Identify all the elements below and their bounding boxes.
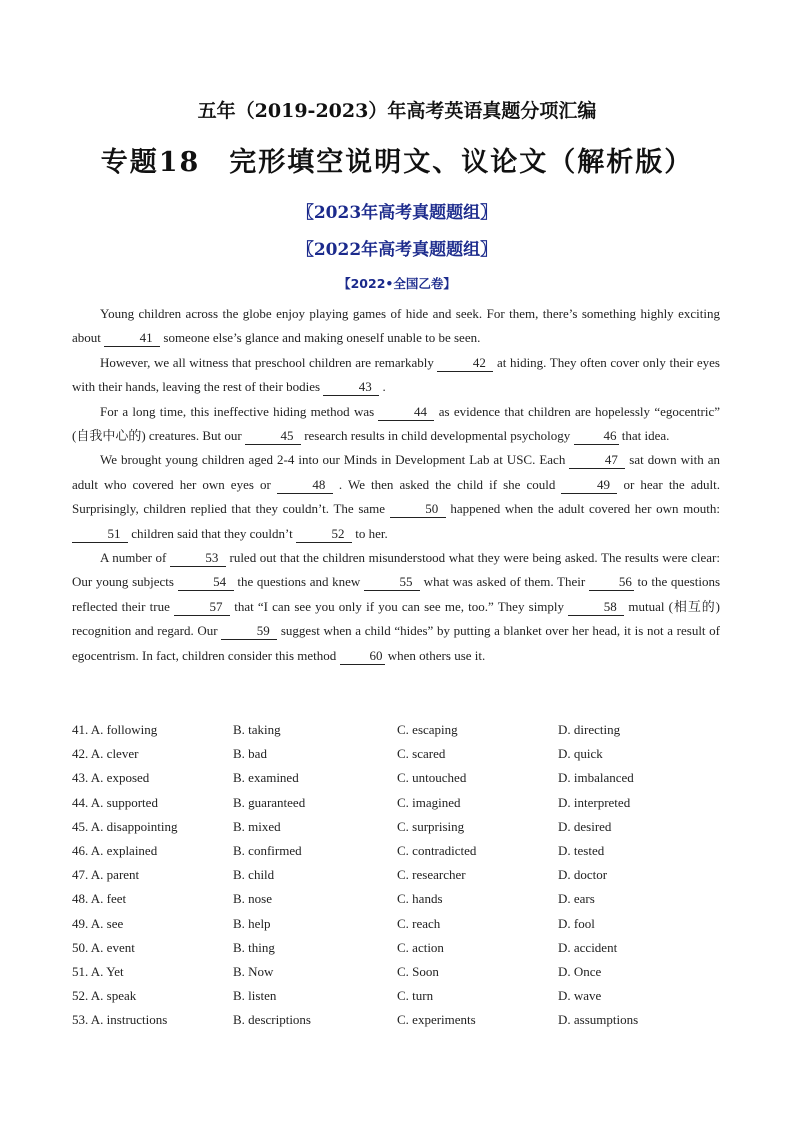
passage-text: A number of [100,550,170,566]
passage-paragraph-1 [72,302,720,351]
option-c: C. contradicted [397,843,477,859]
option-c: C. experiments [397,1012,476,1028]
option-d: D. assumptions [558,1012,639,1028]
option-b: B. help [233,915,271,931]
option-row-51 [72,960,732,984]
option-a: 49. A. see [72,915,124,931]
option-row-50 [72,936,732,960]
passage-paragraph-5 [72,546,720,668]
option-d: D. quick [558,746,603,762]
passage-text: We brought young children aged 2-4 into our Minds in Development Lab at USC. Each [100,452,570,468]
option-b: B. examined [233,770,299,786]
option-b: B. listen [233,988,277,1004]
blank-55: 55 [364,574,420,591]
passage-text: that “I can see you only if you can see me, too.” They simply [230,598,569,614]
option-c: C. turn [397,988,434,1004]
option-a: 41. A. following [72,722,158,738]
blank-51: 51 [72,526,128,543]
passage-text: the questions and knew [233,574,364,590]
option-row-48 [72,887,732,911]
passage-paragraph-3 [72,400,720,449]
document-title: 五年（2019-2023）年高考英语真题分项汇编 [197,100,597,122]
option-b: B. taking [233,722,281,738]
passage-text: ruled out that the children misunderstood what they were being asked. The results were clear: Our young subjects [72,550,720,590]
option-c: C. imagined [397,794,461,810]
option-b: B. bad [233,746,267,762]
option-row-53 [72,1008,732,1032]
option-a: 43. A. exposed [72,770,150,786]
option-d: D. desired [558,818,612,834]
option-d: D. imbalanced [558,770,634,786]
blank-41: 41 [104,330,160,347]
option-row-44 [72,791,732,815]
option-a: 53. A. instructions [72,1012,168,1028]
passage-text: what was asked of them. Their [420,574,589,590]
option-b: B. thing [233,939,275,955]
option-a: 51. A. Yet [72,963,124,979]
passage-text: mutual (相互的) recognition and regard. Our [72,598,721,639]
option-row-43 [72,766,732,790]
option-row-46 [72,839,732,863]
option-a: 42. A. clever [72,746,139,762]
option-c: C. reach [397,915,441,931]
option-row-45 [72,815,732,839]
passage-text: when others use it. [384,647,486,663]
blank-50: 50 [390,501,446,518]
blank-46: 46 [574,428,619,445]
option-c: C. hands [397,891,443,907]
passage-text: suggest when a child “hides” by putting a blanket over her head, it is not a result of egocentrism. In fact, children consider this method [72,623,721,663]
passage-text: at hiding. They often cover only their eyes with their hands, leaving the rest of their bodies [72,354,720,395]
option-d: D. directing [558,722,621,738]
option-a: 46. A. explained [72,843,158,859]
blank-48: 48 [277,477,333,494]
blank-56: 56 [589,574,634,591]
passage-text: happened when the adult covered her own mouth: [445,501,720,517]
passage-text: children said that they couldn’t [128,525,296,541]
blank-52: 52 [296,526,352,543]
option-c: C. untouched [397,770,467,786]
option-row-49 [72,912,732,936]
option-a: 48. A. feet [72,891,127,907]
option-row-42 [72,742,732,766]
passage-text: . [379,379,386,395]
blank-53: 53 [170,550,226,567]
document-subtitle: 专题18 完形填空说明文、议论文（解析版） [100,147,694,178]
option-d: D. doctor [558,867,608,883]
option-c: C. researcher [397,867,466,883]
option-b: B. Now [233,963,274,979]
passage-text: However, we all witness that preschool children are remarkably [100,354,438,370]
passage-paragraph-4 [72,448,720,546]
section-heading-2022: 〖2022年高考真题题组〗 [296,240,498,260]
passage-text: that idea. [618,428,670,444]
passage-text: someone else’s glance and making oneself unable to be seen. [160,330,481,346]
blank-45: 45 [245,428,301,445]
option-b: B. guaranteed [233,794,306,810]
passage-text: as evidence that children are hopelessly “egocentric” (自我中心的) creatures. But our [72,403,721,444]
blank-54: 54 [178,574,234,591]
cloze-passage [72,302,720,668]
option-d: D. tested [558,843,605,859]
option-c: C. scared [397,746,446,762]
passage-text: research results in child developmental psychology [300,428,574,444]
option-a: 45. A. disappointing [72,818,178,834]
blank-57: 57 [174,599,230,616]
blank-44: 44 [378,404,434,421]
option-d: D. fool [558,915,595,931]
blank-47: 47 [569,452,625,469]
option-b: B. child [233,867,275,883]
option-c: C. action [397,939,444,955]
option-d: D. accident [558,939,618,955]
option-a: 50. A. event [72,939,135,955]
passage-text: sat down with an adult who covered her own eyes or [72,452,720,492]
answer-options [72,718,732,1032]
option-d: D. interpreted [558,794,631,810]
blank-60: 60 [340,648,385,665]
passage-text: Young children across the globe enjoy playing games of hide and seek. For them, there’s something highly exciting about [72,306,720,346]
passage-text: . We then asked the child if she could [332,476,562,492]
exam-source-tag: 【2022•全国乙卷】 [338,276,456,291]
option-d: D. Once [558,963,602,979]
passage-text: or hear the adult. Surprisingly, children replied that they couldn’t. The same [72,476,721,517]
option-b: B. confirmed [233,843,302,859]
blank-43: 43 [323,379,379,396]
section-heading-2023: 〖2023年高考真题题组〗 [296,203,498,223]
option-row-52 [72,984,732,1008]
blank-42: 42 [437,355,493,372]
option-row-41 [72,718,732,742]
option-b: B. descriptions [233,1012,311,1028]
blank-49: 49 [561,477,617,494]
option-a: 47. A. parent [72,867,140,883]
option-d: D. wave [558,988,602,1004]
blank-59: 59 [221,623,277,640]
option-a: 44. A. supported [72,794,158,810]
passage-text: For a long time, this ineffective hiding method was [100,403,379,419]
option-a: 52. A. speak [72,988,137,1004]
option-c: C. surprising [397,818,465,834]
passage-text: to the questions reflected their true [72,574,721,614]
passage-paragraph-2 [72,351,720,400]
passage-text: to her. [352,525,388,541]
option-b: B. mixed [233,818,281,834]
option-row-47 [72,863,732,887]
option-c: C. escaping [397,722,458,738]
blank-58: 58 [568,599,624,616]
option-c: C. Soon [397,963,439,979]
option-b: B. nose [233,891,272,907]
option-d: D. ears [558,891,595,907]
